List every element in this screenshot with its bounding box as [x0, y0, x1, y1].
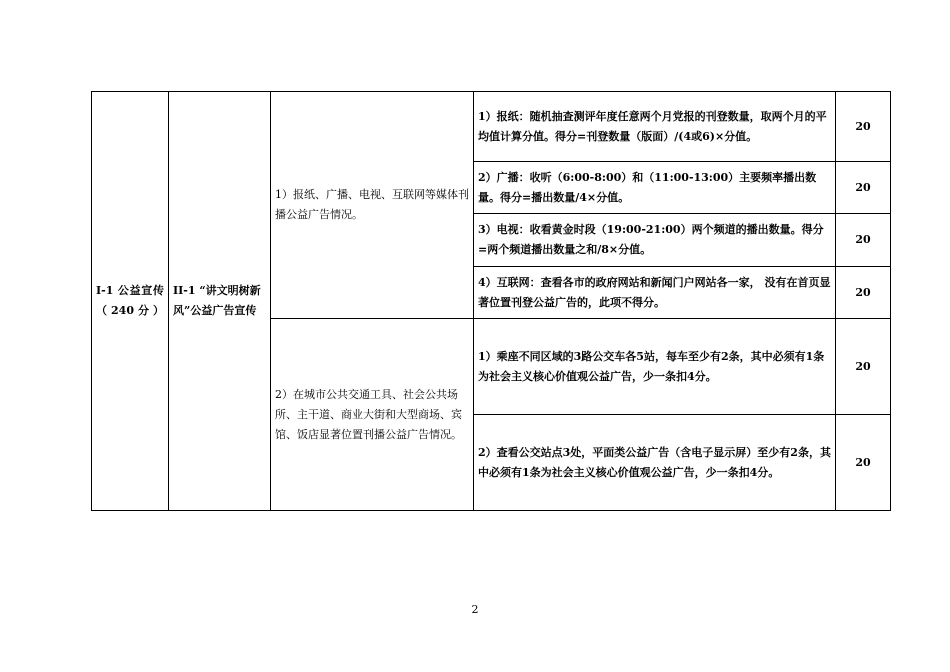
score-cell: 20 [836, 162, 891, 214]
evaluation-item-cell: 1）报纸、广播、电视、互联网等媒体刊播公益广告情况。 [271, 92, 474, 319]
level1-indicator-cell: I-1 公益宣传（240分） [92, 92, 169, 511]
score-cell: 20 [836, 319, 891, 415]
criteria-cell: 2）查看公交站点3处，平面类公益广告（含电子显示屏）至少有2条，其中必须有1条为社会主义核心价值观公益广告，少一条扣4分。 [474, 415, 836, 511]
table-row [92, 92, 891, 162]
evaluation-item-cell: 2）在城市公共交通工具、社会公共场所、主干道、商业大街和大型商场、宾馆、饭店显著位置刊播公益广告情况。 [271, 319, 474, 511]
criteria-cell: 1）乘座不同区域的3路公交车各5站，每车至少有2条，其中必须有1条为社会主义核心价值观公益广告，少一条扣4分。 [474, 319, 836, 415]
score-cell: 20 [836, 415, 891, 511]
evaluation-table [91, 91, 891, 511]
level2-indicator-cell: II-1 “讲文明树新风”公益广告宣传 [169, 92, 271, 511]
criteria-cell: 1）报纸：随机抽查测评年度任意两个月党报的刊登数量，取两个月的平均值计算分值。得分=刊登数量（版面）/(4或6)×分值。 [474, 92, 836, 162]
score-cell: 20 [836, 92, 891, 162]
criteria-cell: 2）广播：收听（6:00-8:00）和（11:00-13:00）主要频率播出数量。得分=播出数量/4×分值。 [474, 162, 836, 214]
score-cell: 20 [836, 267, 891, 319]
page-number: 2 [471, 603, 479, 616]
criteria-cell: 3）电视：收看黄金时段（19:00-21:00）两个频道的播出数量。得分=两个频道播出数量之和/8×分值。 [474, 214, 836, 267]
criteria-cell: 4）互联网：查看各市的政府网站和新闻门户网站各一家， 没有在首页显著位置刊登公益广告的，此项不得分。 [474, 267, 836, 319]
score-cell: 20 [836, 214, 891, 267]
